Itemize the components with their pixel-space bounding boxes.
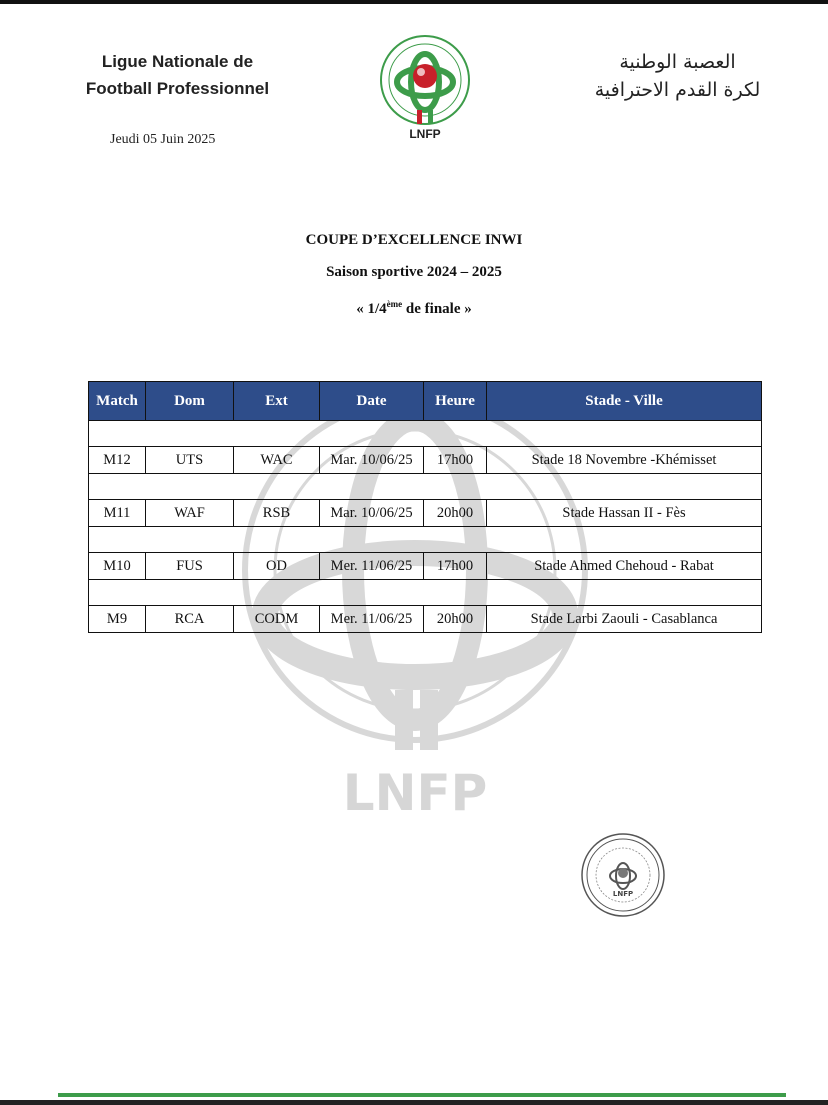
header-date: Date: [320, 382, 424, 421]
table-row: [89, 500, 762, 527]
cell-away: CODM: [234, 606, 320, 633]
cell-date: Mar. 10/06/25: [320, 447, 424, 474]
bottom-border: [0, 1100, 828, 1105]
cell-match: M9: [89, 606, 146, 633]
official-stamp: [580, 832, 666, 918]
cell-venue: Stade Hassan II - Fès: [487, 500, 762, 527]
footer-rule: [58, 1093, 786, 1097]
table-spacer: [89, 580, 762, 606]
cell-venue: Stade Ahmed Chehoud - Rabat: [487, 553, 762, 580]
title-block: [0, 224, 828, 325]
table-row: [89, 553, 762, 580]
logo-label: LNFP: [409, 127, 441, 141]
cell-time: 17h00: [424, 553, 487, 580]
table-spacer: [89, 474, 762, 500]
cell-home: UTS: [146, 447, 234, 474]
cell-home: RCA: [146, 606, 234, 633]
table-spacer: [89, 527, 762, 553]
round-superscript: ème: [386, 299, 403, 309]
header-match: Match: [89, 382, 146, 421]
cell-venue: Stade Larbi Zaouli - Casablanca: [487, 606, 762, 633]
cell-away: RSB: [234, 500, 320, 527]
cell-match: M10: [89, 553, 146, 580]
org-name-arabic: [570, 48, 785, 104]
org-name-arabic-line2: لكرة القدم الاحترافية: [594, 79, 761, 101]
cell-time: 20h00: [424, 500, 487, 527]
stamp-text: LNFP: [612, 890, 634, 898]
table-row: [89, 606, 762, 633]
round-prefix: « 1/4: [356, 301, 387, 317]
org-name-french: [70, 48, 285, 102]
fixtures-table: [88, 381, 762, 633]
org-name-french-line2: Football Professionnel: [85, 79, 270, 98]
cell-home: WAF: [146, 500, 234, 527]
cell-home: FUS: [146, 553, 234, 580]
cell-date: Mer. 11/06/25: [320, 553, 424, 580]
header-away: Ext: [234, 382, 320, 421]
table-row: [89, 447, 762, 474]
season-title: Saison sportive 2024 – 2025: [326, 264, 502, 280]
cell-date: Mer. 11/06/25: [320, 606, 424, 633]
watermark-text: LNFP: [342, 764, 488, 820]
cell-time: 20h00: [424, 606, 487, 633]
round-title: [0, 288, 828, 325]
round-suffix: de finale »: [402, 301, 472, 317]
cell-time: 17h00: [424, 447, 487, 474]
cell-venue: Stade 18 Novembre -Khémisset: [487, 447, 762, 474]
table-spacer: [89, 421, 762, 447]
cell-date: Mar. 10/06/25: [320, 500, 424, 527]
cell-match: M11: [89, 500, 146, 527]
lnfp-logo-icon: [365, 30, 485, 130]
header-venue: Stade - Ville: [487, 382, 762, 421]
org-name-arabic-line1: العصبة الوطنية: [619, 51, 736, 73]
stamp-seal-icon: [580, 832, 666, 918]
top-border: [0, 0, 828, 4]
header-time: Heure: [424, 382, 487, 421]
document-date: Jeudi 05 Juin 2025: [110, 132, 216, 147]
cell-away: WAC: [234, 447, 320, 474]
competition-title: COUPE D’EXCELLENCE INWI: [305, 232, 523, 248]
header-home: Dom: [146, 382, 234, 421]
cell-away: OD: [234, 553, 320, 580]
cell-match: M12: [89, 447, 146, 474]
table-header-row: [89, 382, 762, 421]
lnfp-logo: [365, 30, 485, 145]
org-name-french-line1: Ligue Nationale de: [101, 52, 254, 71]
